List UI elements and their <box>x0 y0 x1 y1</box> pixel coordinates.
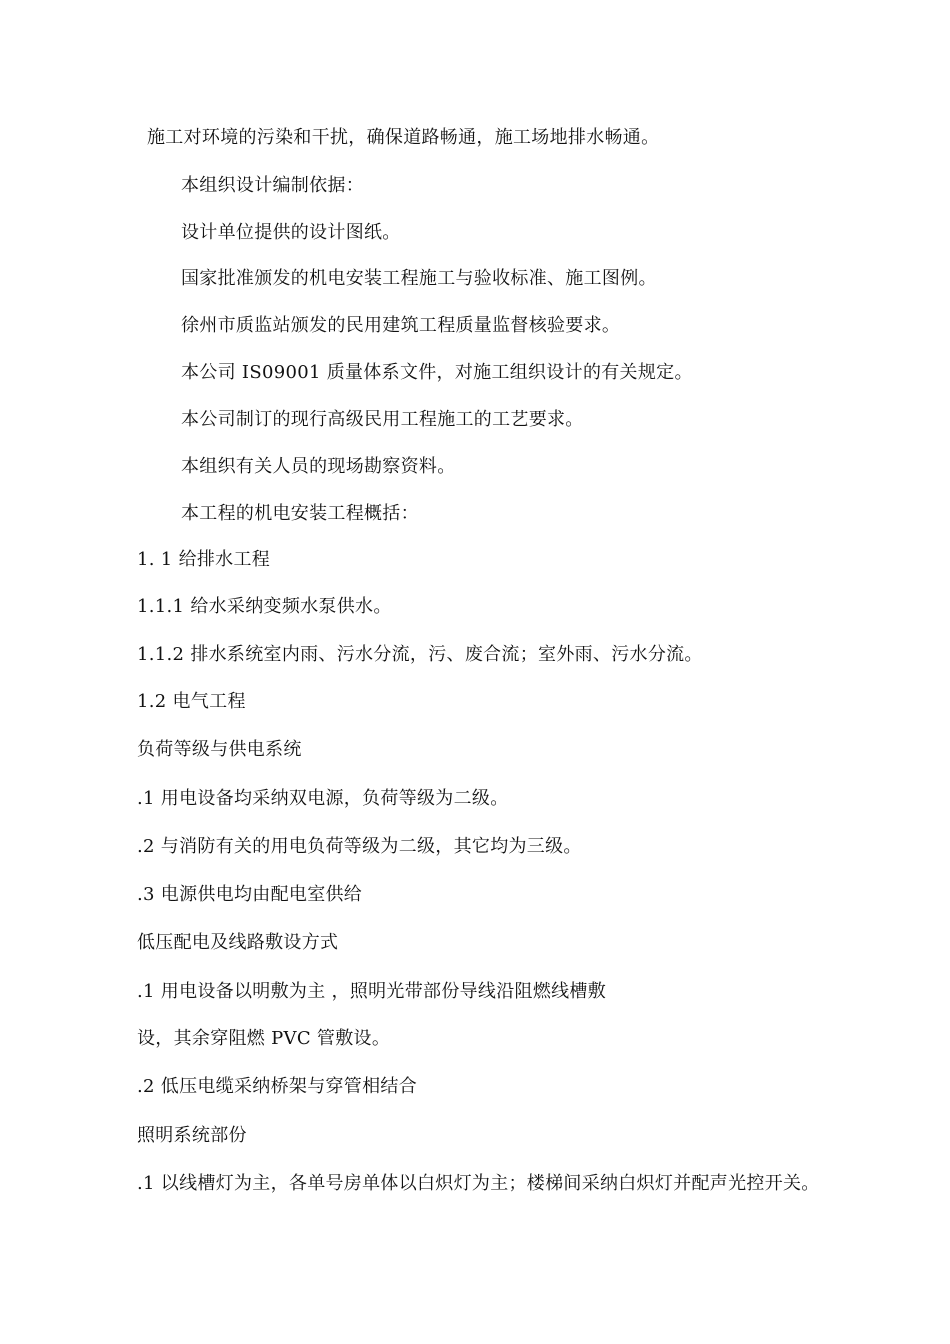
subheading-low-voltage: 低压配电及线路敷设方式 <box>137 932 339 953</box>
text-line-basis-quality-requirements: 徐州市质监站颁发的民用建筑工程质量监督核验要求。 <box>181 315 621 336</box>
section-heading-water: 1. 1 给排水工程 <box>137 549 271 570</box>
text-line-pvc-conduit: 设，其余穿阻燃 PVC 管敷设。 <box>137 1028 391 1049</box>
text-line-drainage: 1.1.2 排水系统室内雨、污水分流，污、废合流；室外雨、污水分流。 <box>137 644 703 665</box>
text-line-basis-drawings: 设计单位提供的设计图纸。 <box>181 222 401 243</box>
text-line-basis-process: 本公司制订的现行高级民用工程施工的工艺要求。 <box>181 409 584 430</box>
text-line-basis-heading: 本组织设计编制依据： <box>181 175 364 196</box>
text-line-water-supply: 1.1.1 给水采纳变频水泵供水。 <box>137 596 392 617</box>
text-line-project-overview: 本工程的机电安装工程概括： <box>181 503 419 524</box>
subheading-lighting: 照明系统部份 <box>137 1125 247 1146</box>
text-line-basis-iso: 本公司 IS09001 质量体系文件，对施工组织设计的有关规定。 <box>181 362 693 383</box>
text-line-basis-standards: 国家批准颁发的机电安装工程施工与验收标准、施工图例。 <box>181 268 657 289</box>
text-line-surface-mounting: .1 用电设备以明敷为主 ，照明光带部份导线沿阻燃线槽敷 <box>137 981 607 1002</box>
text-line-cable-tray: .2 低压电缆采纳桥架与穿管相结合 <box>137 1076 417 1097</box>
section-heading-electrical: 1.2 电气工程 <box>137 691 246 712</box>
subheading-load-level: 负荷等级与供电系统 <box>137 739 302 760</box>
text-line-power-supply: .3 电源供电均由配电室供给 <box>137 884 363 905</box>
text-line-dual-power: .1 用电设备均采纳双电源，负荷等级为二级。 <box>137 788 509 809</box>
text-line-basis-survey: 本组织有关人员的现场勘察资料。 <box>181 456 456 477</box>
text-line-fire-load: .2 与消防有关的用电负荷等级为二级，其它均为三级。 <box>137 836 582 857</box>
text-line-environment: 施工对环境的污染和干扰，确保道路畅通，施工场地排水畅通。 <box>147 127 660 148</box>
text-line-lighting-fixtures: .1 以线槽灯为主，各单号房单体以白炽灯为主；楼梯间采纳白炽灯并配声光控开关。 <box>137 1173 820 1194</box>
